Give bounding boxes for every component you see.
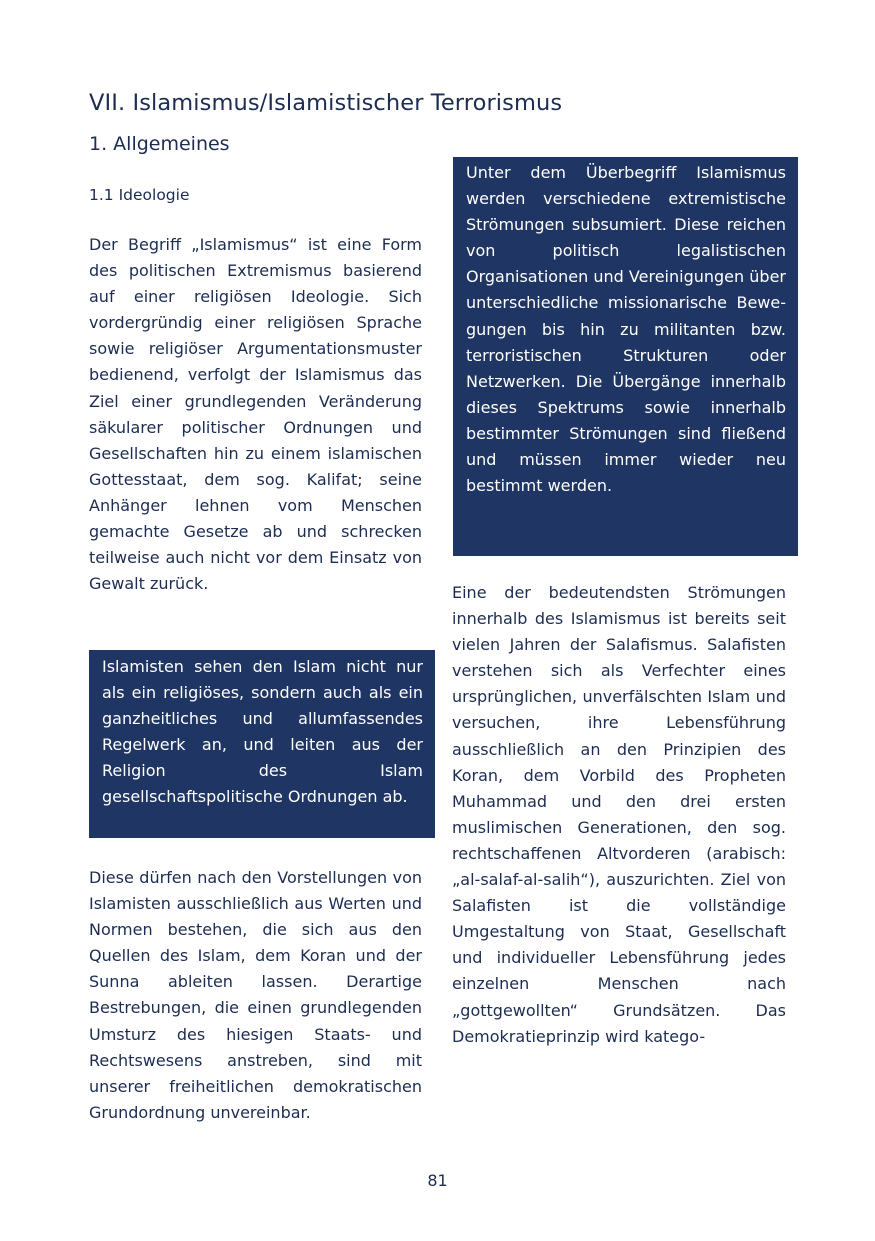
left-paragraph-ideology: Der Begriff „Islamismus“ ist eine Form des politischen Extremismus basierend auf einer religiösen Ideologie. Sich vordergründig einer religiösen Sprache sowie religiöser Argumentationsmuster bedienend, verfolgt der Islamismus das Ziel einer grundlegenden Veränderung säkularer politischer Ordnungen und Gesellschaften hin zu einem islamischen Gottesstaat, dem sog. Kalifat; seine Anhänger lehnen vom Menschen gemachte Gesetze ab und schrecken teilweise auch nicht vor dem Einsatz von Gewalt zurück. bbox=[89, 235, 422, 594]
subsection-title: 1.1 Ideologie bbox=[89, 186, 190, 204]
page-number: 81 bbox=[427, 1171, 448, 1190]
section-title: 1. Allgemeines bbox=[89, 133, 230, 155]
right-highlight-text: Unter dem Überbegriff Islamismus werden verschiedene extremistische Strömungen subsumiert. Diese reichen von politisch legalistischen Organisationen und Vereinigungen über unterschiedliche missionarische Bewegungen bis hin zu militanten bzw. terroristischen Strukturen oder Netzwerken. Die Übergänge innerhalb dieses Spektrums sowie innerhalb bestimmter Strömungen sind fließend und müssen immer wieder neu bestimmt werden. bbox=[466, 163, 786, 496]
left-highlight-box bbox=[89, 650, 435, 838]
left-highlight-text: Islamisten sehen den Islam nicht nur als ein religiöses, sondern auch als ein ganzheitliches und allumfassendes Regelwerk an, und leiten aus der Religion des Islam gesellschaftspolitische Ordnungen ab. bbox=[102, 657, 423, 807]
left-paragraph-norms: Diese dürfen nach den Vorstellungen von Islamisten ausschließlich aus Werten und Normen bestehen, die sich aus den Quellen des Islam, dem Koran und der Sunna ableiten lassen. Derartige Bestrebungen, die einen grundlegenden Umsturz des hiesigen Staats- und Rechtswesens anstreben, sind mit unserer freiheitlichen demokratischen Grundordnung unvereinbar. bbox=[89, 868, 422, 1122]
right-paragraph-salafism: Eine der bedeutendsten Strömungen innerhalb des Islamismus ist bereits seit vielen Jahren der Salafismus. Salafisten verstehen sich als Verfechter eines ursprünglichen, unverfälschten Islam und versuchen, ihre Lebensführung ausschließlich an den Prinzipien des Koran, dem Vorbild des Propheten Muhammad und den drei ersten muslimischen Generationen, den sog. rechtschaffenen Altvorderen (arabisch: „al-salaf-al-salih“), auszurichten. Ziel von Salafisten ist die vollständige Umgestaltung von Staat, Gesellschaft und individueller Lebensführung jedes einzelnen Menschen nach „gottgewollten“ Grundsätzen. Das Demokratieprinzip wird katego- bbox=[452, 583, 786, 1046]
right-highlight-box bbox=[453, 157, 798, 556]
chapter-title: VII. Islamismus/Islamistischer Terrorismus bbox=[89, 90, 563, 116]
